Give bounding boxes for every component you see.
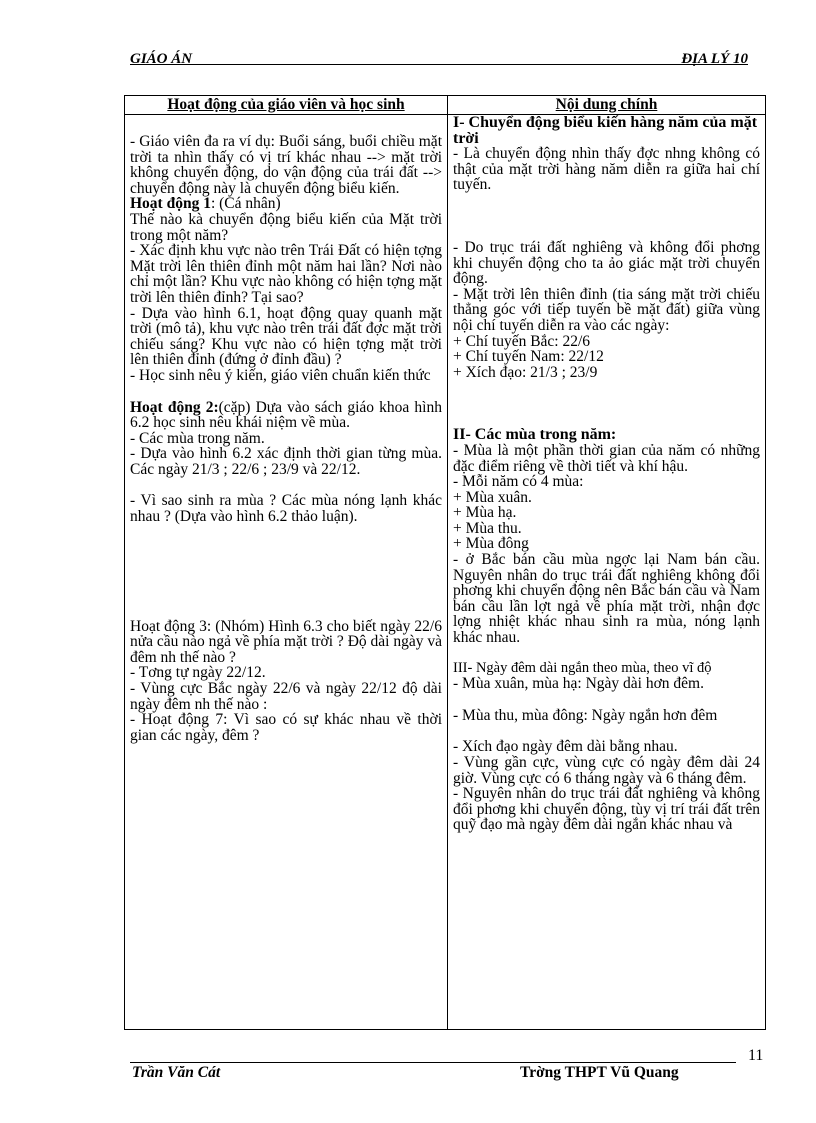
lesson-table (124, 95, 766, 1030)
section-3-paragraph-5: - Nguyên nhân do trục trái đất nghiêng và không đổi phơng khi chuyển động, tùy vị trí trái đất trên quỹ đạo mà ngày đêm dài ngắn khác nhau và (453, 785, 760, 834)
activity-3-question-1: - Tơng tự ngày 22/12. (130, 664, 266, 682)
activity-3-question-3: - Hoạt động 7: Vì sao có sự khác nhau về thời gian các ngày, đêm ? (130, 711, 442, 744)
activity-1-title: Hoạt động 1 (130, 195, 211, 213)
activity-2-question-1: - Các mùa trong năm. (130, 429, 265, 447)
section-1-list-item: + Chí tuyến Nam: 22/12 (453, 348, 604, 366)
activity-1-question-4: - Học sinh nêu ý kiến, giáo viên chuẩn kiến thức (130, 366, 431, 384)
section-3-paragraph-2: - Mùa thu, mùa đông: Ngày ngắn hơn đêm (453, 706, 718, 724)
section-1-paragraph-3: - Mặt trời lên thiên đỉnh (tia sáng mặt trời chiếu thẳng góc với tiếp tuyến bề mặt đất) giữa vùng nội chí tuyến diễn ra vào các ngày: (453, 285, 760, 334)
table-body-row (125, 115, 766, 1030)
footer-author: Trần Văn Cát (132, 1064, 221, 1081)
header-left: GIÁO ÁN (130, 51, 193, 67)
section-2-paragraph-2: - Mỗi năm có 4 mùa: (453, 473, 584, 491)
table-header-row (125, 96, 766, 115)
section-1-title: I- Chuyển động biểu kiến hàng năm của mặt trời (453, 114, 758, 147)
column-header-content: Nội dung chính (448, 96, 766, 115)
section-1-list-item: + Xích đạo: 21/3 ; 23/9 (453, 363, 598, 381)
section-2-title: II- Các mùa trong năm: (453, 426, 617, 444)
intro-text: - Giáo viên đa ra ví dụ: Buổi sáng, buổi chiều mặt trời ta nhìn thấy có vị trí khác nhau --> mặt trời không chuyển động, do vận động của trái đất --> chuyển động này là chuyển động biểu kiến. (130, 133, 442, 197)
activity-2-question-3: - Vì sao sinh ra mùa ? Các mùa nóng lạnh khác nhau ? (Dựa vào hình 6.2 thảo luận). (130, 492, 442, 526)
activity-3-text: Hoạt động 3: (Nhóm) Hình 6.3 cho biết ngày 22/6 nửa cầu nào ngả về phía mặt trời ? Độ dài ngày và đêm nh thế nào ? (130, 617, 442, 666)
page-header (130, 46, 748, 65)
activity-2-question-2: - Dựa vào hình 6.2 xác định thời gian từng mùa. Các ngày 21/3 ; 22/6 ; 23/9 và 22/12. (130, 445, 442, 478)
section-2-list-item: + Mùa đông (453, 535, 529, 553)
activity-1-question-1: Thế nào kà chuyển động biểu kiến của Mặt trời trong một năm? (130, 210, 442, 244)
activity-1-question-3: - Dựa vào hình 6.1, hoạt động quay quanh mặt trời (mô tả), khu vực nào trên trái đất đợc mặt trời chiếu sáng? Khu vực nào có hiện tợng mặt trời lên thiên đỉnh (đứng ở đỉnh đầu) ? (130, 304, 442, 369)
content-cell (448, 115, 766, 1030)
header-right: ĐỊA LÝ 10 (681, 51, 748, 67)
section-1-list-item: + Chí tuyến Bắc: 22/6 (453, 332, 591, 350)
activities-cell (125, 115, 448, 1030)
activity-3-question-2: - Vùng cực Bắc ngày 22/6 và ngày 22/12 độ dài ngày đêm nh thế nào : (130, 680, 442, 713)
section-2-list-item: + Mùa hạ. (453, 504, 517, 522)
section-2-list-item: + Mùa thu. (453, 519, 522, 537)
section-1-paragraph-2: - Do trục trái đất nghiêng và không đổi phơng khi chuyển động cho ta ảo giác mặt trời chuyển động. (453, 238, 760, 288)
page-number: 11 (748, 1047, 764, 1064)
column-header-activities: Hoạt động của giáo viên và học sinh (125, 96, 448, 115)
activity-2-text: (cặp) Dựa vào sách giáo khoa hình 6.2 học sinh nêu khái niệm về mùa. (130, 398, 442, 432)
section-3-paragraph-3: - Xích đạo ngày đêm dài bằng nhau. (453, 738, 678, 756)
section-3-paragraph-4: - Vùng gần cực, vùng cực có ngày đêm dài 24 giờ. Vùng cực có 6 tháng ngày và 6 tháng đêm. (453, 754, 760, 787)
footer-school: Trờng THPT Vũ Quang (520, 1064, 679, 1081)
section-3-title: III- Ngày đêm dài ngắn theo mùa, theo vĩ độ (453, 659, 712, 676)
section-3-paragraph-1: - Mùa xuân, mùa hạ: Ngày dài hơn đêm. (453, 675, 704, 693)
section-2-paragraph-1: - Mùa là một phần thời gian của năm có những đặc điểm riêng về thời tiết và khí hậu. (453, 441, 760, 475)
activity-1-heading (130, 196, 442, 212)
activity-2-title: Hoạt động 2: (130, 398, 219, 416)
activity-1-question-2: - Xác định khu vực nào trên Trái Đất có hiện tợng Mặt trời lên thiên đỉnh một năm hai lần? Nơi nào chỉ một lần? Khu vực nào không có hiện tợng mặt trời lên thiên đỉnh? Tại sao? (130, 242, 442, 306)
section-2-paragraph-3: - ở Bắc bán cầu mùa ngợc lại Nam bán cầu. Nguyên nhân do trục trái đất nghiêng không đổi phơng khi chuyển động nên Bắc bán cầu và Nam bán cầu lần lợt ngả về phía mặt trời, nhận đợc lợng nhiệt khác nhau sinh ra mùa, nóng lạnh khác nhau. (453, 551, 760, 647)
footer-divider (130, 1062, 736, 1063)
activity-1-note: : (Cá nhân) (210, 195, 281, 213)
activity-2-paragraph (130, 400, 442, 431)
section-1-paragraph-1: - Là chuyển động nhìn thấy đợc nhng không có thật của mặt trời hàng năm diễn ra giữa hai chí tuyến. (453, 145, 760, 194)
section-2-list-item: + Mùa xuân. (453, 488, 532, 506)
